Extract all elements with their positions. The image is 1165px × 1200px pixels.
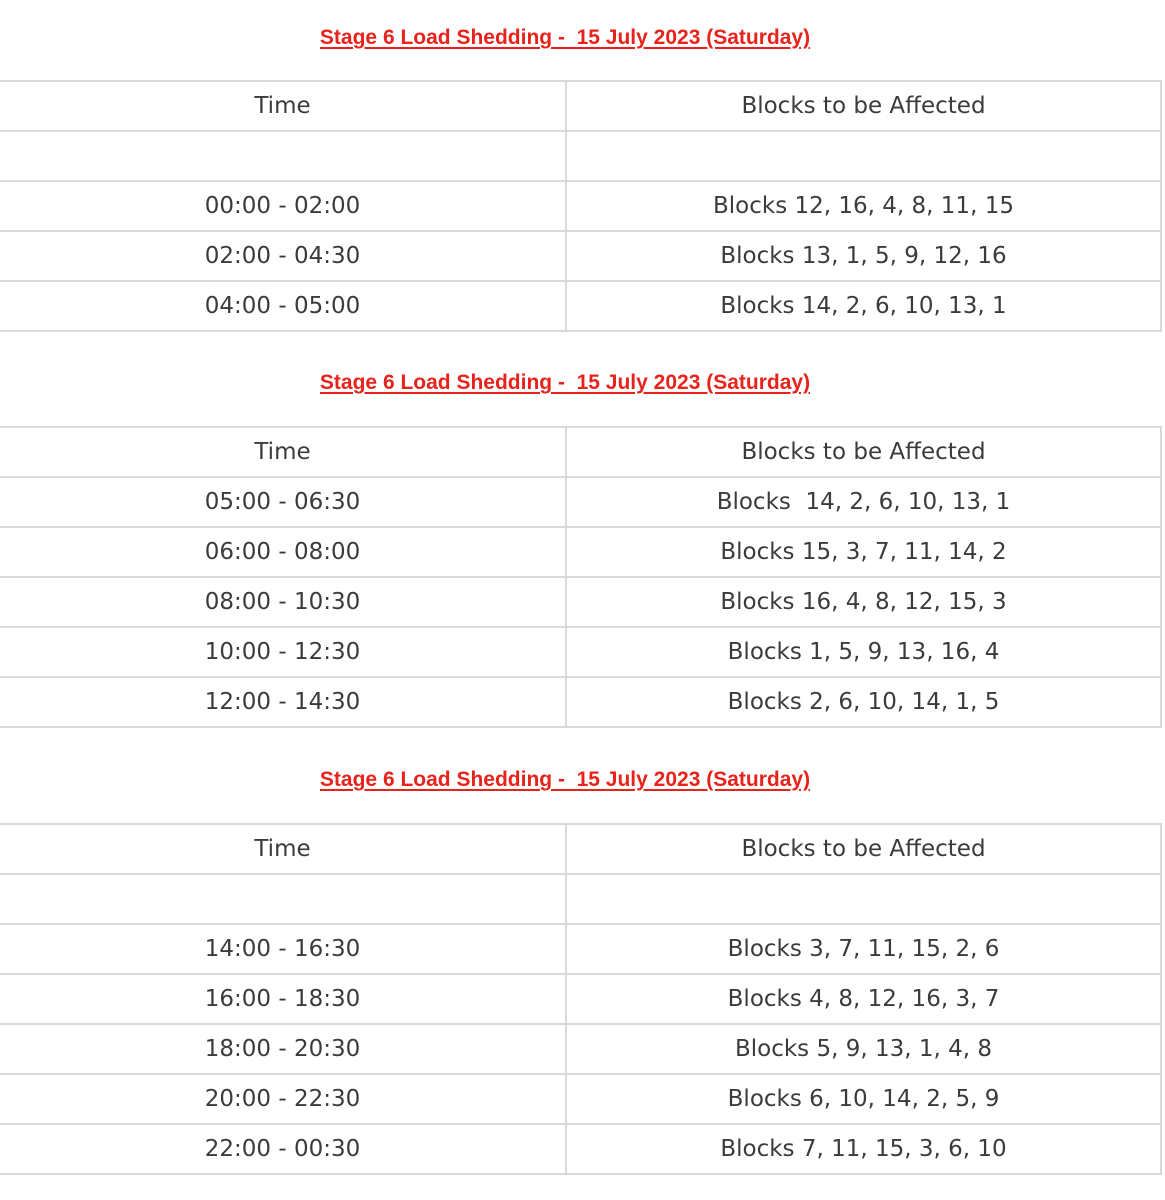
blocks-cell: Blocks 7, 11, 15, 3, 6, 10 bbox=[566, 1124, 1161, 1174]
time-cell: 18:00 - 20:30 bbox=[0, 1024, 566, 1074]
section-heading: Stage 6 Load Shedding - 15 July 2023 (Saturday) bbox=[319, 371, 811, 394]
time-cell: 06:00 - 08:00 bbox=[0, 527, 566, 577]
time-column-header: Time bbox=[0, 427, 566, 477]
table-row bbox=[0, 231, 1161, 281]
table-header-row bbox=[0, 824, 1161, 874]
time-cell: 16:00 - 18:30 bbox=[0, 974, 566, 1024]
blocks-cell: Blocks 1, 5, 9, 13, 16, 4 bbox=[566, 627, 1161, 677]
table-row bbox=[0, 527, 1161, 577]
time-cell: 02:00 - 04:30 bbox=[0, 231, 566, 281]
time-column-header: Time bbox=[0, 81, 566, 131]
table-row bbox=[0, 874, 1161, 924]
time-cell bbox=[0, 874, 566, 924]
time-cell: 05:00 - 06:30 bbox=[0, 477, 566, 527]
table-header-row bbox=[0, 81, 1161, 131]
blocks-cell: Blocks 6, 10, 14, 2, 5, 9 bbox=[566, 1074, 1161, 1124]
time-cell: 08:00 - 10:30 bbox=[0, 577, 566, 627]
blocks-cell: Blocks 14, 2, 6, 10, 13, 1 bbox=[566, 281, 1161, 331]
table-row bbox=[0, 577, 1161, 627]
time-cell: 12:00 - 14:30 bbox=[0, 677, 566, 727]
table-row bbox=[0, 677, 1161, 727]
blocks-cell: Blocks 3, 7, 11, 15, 2, 6 bbox=[566, 924, 1161, 974]
table-row bbox=[0, 1124, 1161, 1174]
blocks-column-header: Blocks to be Affected bbox=[566, 81, 1161, 131]
blocks-cell: Blocks 4, 8, 12, 16, 3, 7 bbox=[566, 974, 1161, 1024]
blocks-cell bbox=[566, 874, 1161, 924]
blocks-cell bbox=[566, 131, 1161, 181]
table-row bbox=[0, 1074, 1161, 1124]
time-cell: 14:00 - 16:30 bbox=[0, 924, 566, 974]
schedule-table bbox=[0, 80, 1162, 332]
table-row bbox=[0, 627, 1161, 677]
blocks-column-header: Blocks to be Affected bbox=[566, 427, 1161, 477]
time-cell: 00:00 - 02:00 bbox=[0, 181, 566, 231]
time-column-header: Time bbox=[0, 824, 566, 874]
schedule-table bbox=[0, 823, 1162, 1175]
table-row bbox=[0, 281, 1161, 331]
table-header-row bbox=[0, 427, 1161, 477]
blocks-cell: Blocks 12, 16, 4, 8, 11, 15 bbox=[566, 181, 1161, 231]
section-heading: Stage 6 Load Shedding - 15 July 2023 (Saturday) bbox=[319, 26, 811, 49]
table-row bbox=[0, 131, 1161, 181]
time-cell: 22:00 - 00:30 bbox=[0, 1124, 566, 1174]
blocks-cell: Blocks 13, 1, 5, 9, 12, 16 bbox=[566, 231, 1161, 281]
time-cell: 20:00 - 22:30 bbox=[0, 1074, 566, 1124]
table-row bbox=[0, 974, 1161, 1024]
blocks-cell: Blocks 5, 9, 13, 1, 4, 8 bbox=[566, 1024, 1161, 1074]
blocks-cell: Blocks 15, 3, 7, 11, 14, 2 bbox=[566, 527, 1161, 577]
table-row bbox=[0, 1024, 1161, 1074]
blocks-cell: Blocks 2, 6, 10, 14, 1, 5 bbox=[566, 677, 1161, 727]
time-cell: 10:00 - 12:30 bbox=[0, 627, 566, 677]
time-cell: 04:00 - 05:00 bbox=[0, 281, 566, 331]
time-cell bbox=[0, 131, 566, 181]
blocks-column-header: Blocks to be Affected bbox=[566, 824, 1161, 874]
blocks-cell: Blocks 16, 4, 8, 12, 15, 3 bbox=[566, 577, 1161, 627]
table-row bbox=[0, 477, 1161, 527]
schedule-table bbox=[0, 426, 1162, 728]
blocks-cell: Blocks 14, 2, 6, 10, 13, 1 bbox=[566, 477, 1161, 527]
section-heading: Stage 6 Load Shedding - 15 July 2023 (Saturday) bbox=[319, 768, 811, 791]
table-row bbox=[0, 924, 1161, 974]
table-row bbox=[0, 181, 1161, 231]
